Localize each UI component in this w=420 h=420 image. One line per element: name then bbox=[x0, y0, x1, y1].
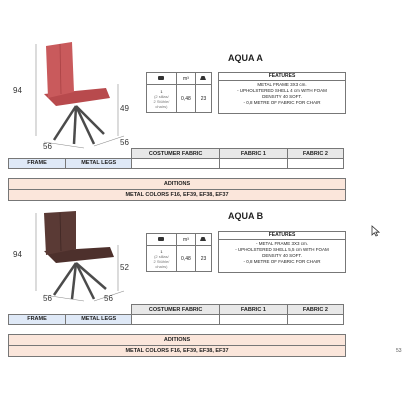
pieces-cell: 1 (2 sillas/ 2 Stühle/ chairs) bbox=[147, 85, 177, 113]
spec-table-b bbox=[146, 233, 212, 272]
costumer-fabric-header: COSTUMER FABRIC bbox=[132, 305, 220, 315]
weight-value: 23 bbox=[195, 85, 211, 113]
fabric-2-header: FABRIC 2 bbox=[287, 149, 343, 159]
package-icon bbox=[147, 234, 177, 246]
page-number: 53 bbox=[396, 348, 402, 354]
costumer-fabric-cell[interactable] bbox=[132, 159, 220, 169]
fabric-1-cell[interactable] bbox=[219, 315, 287, 325]
costumer-fabric-header: COSTUMER FABRIC bbox=[132, 149, 220, 159]
mouse-cursor-icon bbox=[371, 225, 380, 237]
volume-value: 0,48 bbox=[176, 246, 195, 272]
metal-colors: METAL COLORS F16, EF39, EF38, EF37 bbox=[125, 192, 229, 198]
dim-seat-height-b: 52 bbox=[120, 263, 129, 272]
volume-label: m³ bbox=[176, 73, 195, 85]
fabric-1-cell[interactable] bbox=[219, 159, 287, 169]
weight-icon bbox=[195, 73, 211, 85]
features-box-a bbox=[218, 72, 346, 114]
weight-value: 23 bbox=[195, 246, 211, 272]
weight-icon bbox=[195, 234, 211, 246]
costumer-fabric-cell[interactable] bbox=[132, 315, 220, 325]
features-box-b bbox=[218, 231, 346, 273]
dim-height-a: 94 bbox=[13, 86, 22, 95]
frame-metal-legs-cell: FRAME METAL LEGS bbox=[9, 159, 132, 169]
features-list: METAL FRAME 3X3 cm. - UPHOLSTERED SHELL 4 cm WITH FOAM DENSITY 40 SOFT. - 0,8 METRE OF FABRIC FOR CHAIR bbox=[237, 82, 327, 105]
features-list: - METAL FRAME 3X3 cm. - UPHOLSTERED SHELL 5,5 cm WITH FOAM DENSITY 40 SOFT. - 0,8 METRE OF FABRIC FOR CHAIR bbox=[235, 241, 329, 264]
fabric-1-header: FABRIC 1 bbox=[219, 305, 287, 315]
aditions-title: ADITIONS bbox=[9, 335, 345, 346]
chair-b-drawing bbox=[14, 205, 139, 305]
dim-width-a: 56 bbox=[43, 142, 52, 151]
volume-value: 0,48 bbox=[176, 85, 195, 113]
dim-depth-b: 56 bbox=[104, 294, 113, 303]
fabric-2-header: FABRIC 2 bbox=[287, 305, 343, 315]
pieces-cell: 1 (2 sillas/ 2 Stühle/ chairs) bbox=[147, 246, 177, 272]
dim-seat-height-a: 49 bbox=[120, 104, 129, 113]
features-title: FEATURES bbox=[219, 232, 345, 240]
fabric-2-cell[interactable] bbox=[287, 315, 343, 325]
fabric-1-header: FABRIC 1 bbox=[219, 149, 287, 159]
volume-label: m³ bbox=[176, 234, 195, 246]
aditions-box-b bbox=[8, 334, 346, 357]
chair-a-drawing bbox=[14, 36, 139, 151]
fabric-table-a bbox=[8, 148, 344, 169]
product-title-a: AQUA A bbox=[228, 53, 263, 63]
aditions-title: ADITIONS bbox=[9, 179, 345, 190]
fabric-table-b bbox=[8, 304, 344, 325]
package-icon bbox=[147, 73, 177, 85]
spec-table-a bbox=[146, 72, 212, 113]
dim-depth-a: 56 bbox=[120, 138, 129, 147]
dim-height-b: 94 bbox=[13, 250, 22, 259]
fabric-2-cell[interactable] bbox=[287, 159, 343, 169]
metal-colors: METAL COLORS F16, EF39, EF38, EF37 bbox=[125, 348, 229, 354]
features-title: FEATURES bbox=[219, 73, 345, 81]
frame-metal-legs-cell: FRAME METAL LEGS bbox=[9, 315, 132, 325]
product-title-b: AQUA B bbox=[228, 211, 264, 221]
dim-width-b: 56 bbox=[43, 294, 52, 303]
aditions-box-a bbox=[8, 178, 346, 201]
